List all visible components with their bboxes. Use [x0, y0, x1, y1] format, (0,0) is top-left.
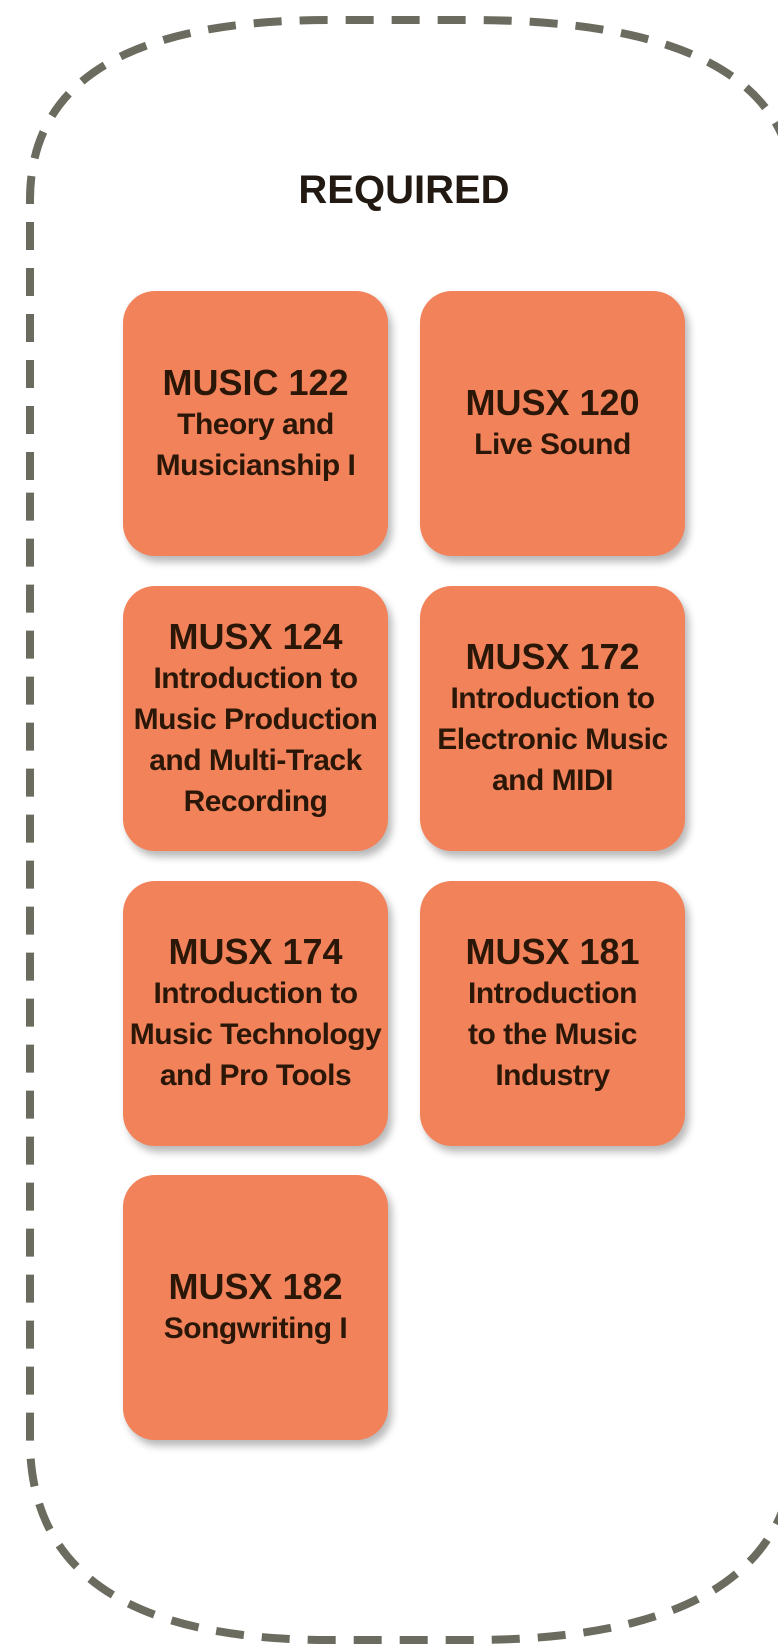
- course-title-line: Introduction: [468, 977, 637, 1010]
- section-heading: REQUIRED: [298, 168, 510, 212]
- course-card-musx-120: [420, 291, 685, 556]
- course-code: MUSX 172: [465, 636, 640, 677]
- course-code: MUSX 181: [465, 931, 640, 972]
- course-code: MUSX 182: [168, 1266, 343, 1307]
- course-title-line: Introduction to: [153, 661, 358, 695]
- course-code: MUSIC 122: [162, 361, 349, 403]
- course-title-line: Electronic Music: [437, 723, 668, 756]
- course-title-line: and Multi-Track: [149, 743, 362, 777]
- course-title-line: Songwriting I: [163, 1312, 348, 1345]
- course-card-musx-182: [123, 1175, 388, 1440]
- course-title: [130, 973, 381, 1096]
- course-card-musx-174: [123, 881, 388, 1146]
- course-title-line: Music Production: [133, 702, 378, 736]
- course-title-line: Live Sound: [474, 428, 631, 461]
- course-title-line: to the Music: [467, 1018, 637, 1051]
- course-code: MUSX 174: [168, 931, 343, 972]
- course-card-musx-181: [420, 881, 685, 1146]
- course-title-line: Recording: [183, 784, 328, 818]
- course-title-line: Musicianship I: [155, 448, 356, 482]
- course-code: MUSX 120: [465, 382, 640, 423]
- course-title-line: Theory and: [177, 407, 334, 441]
- course-title: [164, 1308, 347, 1349]
- course-title: [134, 658, 378, 822]
- course-title: [474, 424, 631, 465]
- course-card-musx-172: [420, 586, 685, 851]
- course-title-line: and Pro Tools: [159, 1059, 352, 1092]
- course-code: MUSX 124: [168, 615, 343, 657]
- course-title-line: Introduction to: [153, 977, 358, 1010]
- course-title: [468, 973, 637, 1096]
- course-title: [156, 404, 356, 486]
- course-title-line: Introduction to: [450, 682, 655, 715]
- course-title-line: and MIDI: [492, 764, 613, 797]
- course-title-line: Industry: [495, 1059, 610, 1092]
- course-title-line: Music Technology: [129, 1018, 382, 1051]
- course-card-music-122: [123, 291, 388, 556]
- course-card-musx-124: [123, 586, 388, 851]
- course-title: [437, 678, 667, 801]
